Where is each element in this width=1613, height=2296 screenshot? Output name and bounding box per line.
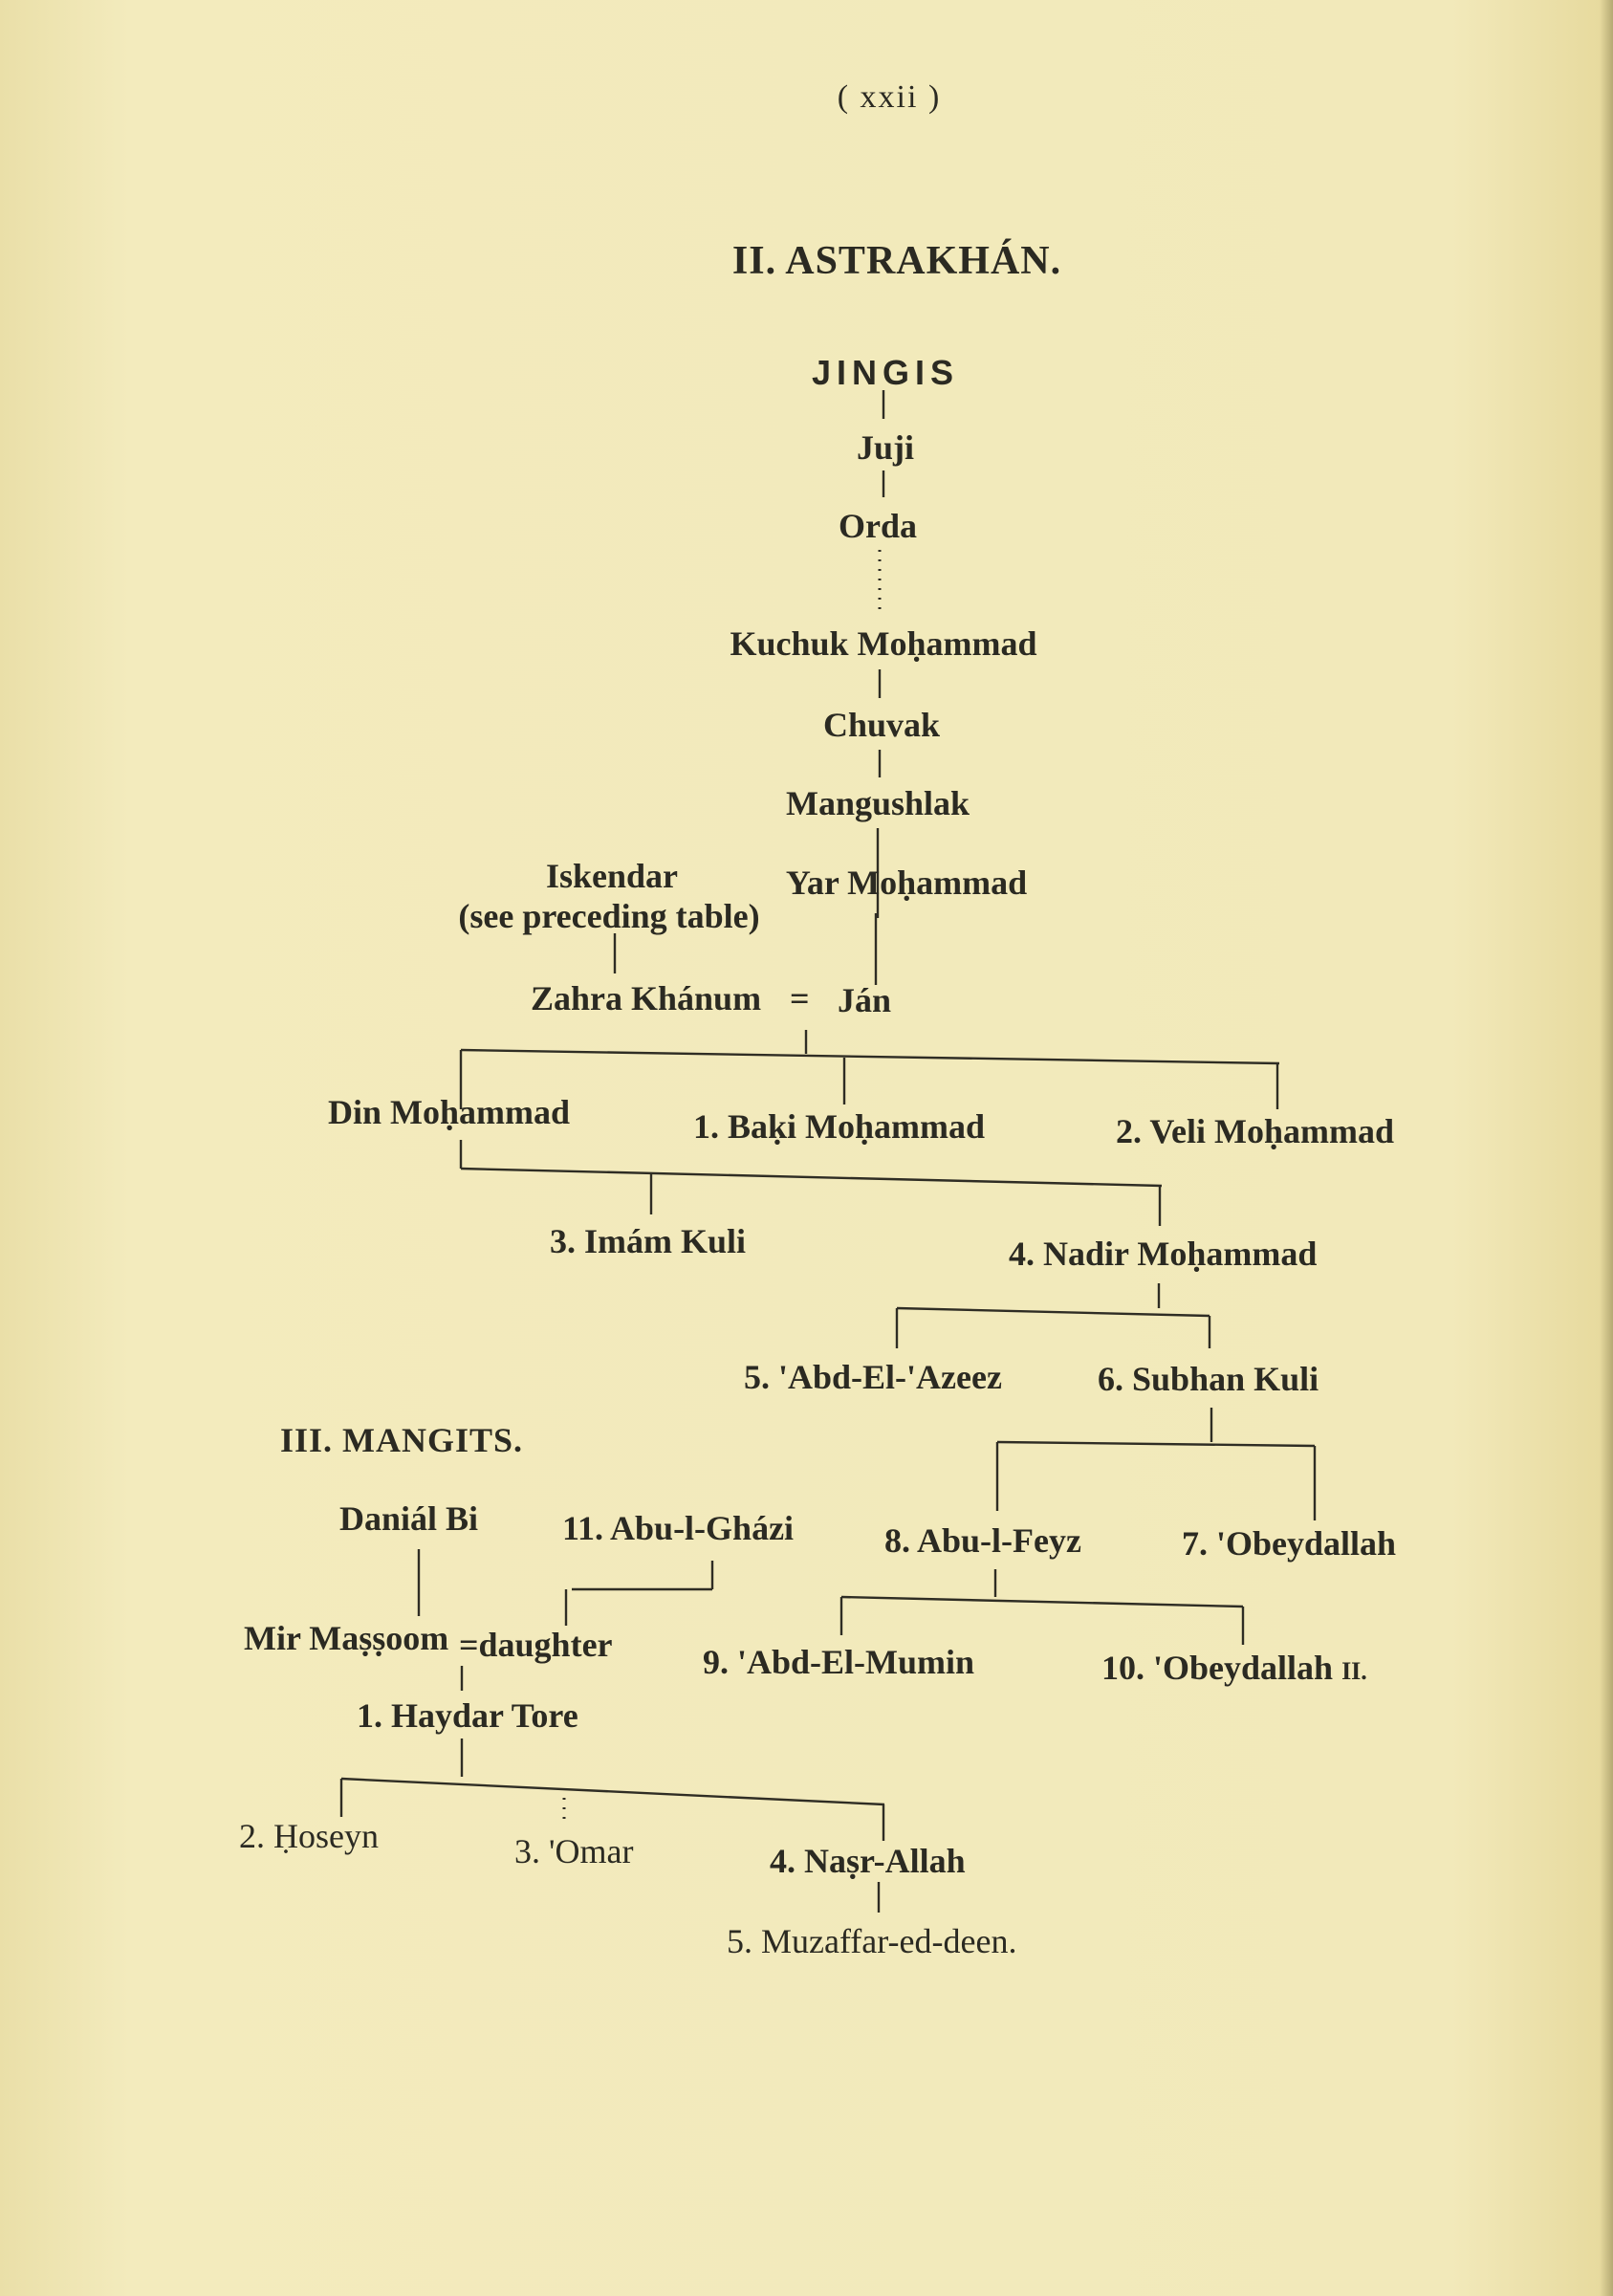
- name-jan: Ján: [838, 981, 892, 1019]
- name-jingis: JINGIS: [811, 353, 960, 392]
- name-mangushlak: Mangushlak: [785, 784, 970, 822]
- name-obeydallah-ii: [1101, 1651, 1367, 1685]
- section-title-mangits: III. MANGITS.: [280, 1421, 524, 1459]
- name-subhan-kuli: 6. Subhan Kuli: [1098, 1360, 1319, 1398]
- page-edge-shadow: [1600, 0, 1613, 2296]
- marriage-equals-sign: =: [790, 979, 810, 1017]
- name-nadir-mohammad: 4. Nadir Moḥammad: [1009, 1235, 1318, 1273]
- name-omar: 3. 'Omar: [514, 1832, 634, 1870]
- name-zahra-khanum: Zahra Khánum: [531, 979, 762, 1017]
- name-veli-mohammad: 2. Veli Moḥammad: [1116, 1112, 1395, 1150]
- iskendar-note: (see preceding table): [458, 897, 760, 935]
- name-obeydallah-ii-text: 10. 'Obeydallah: [1101, 1649, 1334, 1687]
- name-obeydallah: 7. 'Obeydallah: [1182, 1524, 1397, 1563]
- regnal-numeral: II.: [1341, 1657, 1367, 1685]
- name-hoseyn: 2. Ḥoseyn: [239, 1817, 379, 1855]
- name-danial-bi: Daniál Bi: [339, 1499, 479, 1538]
- name-kuchuk-mohammad: Kuchuk Moḥammad: [730, 624, 1037, 663]
- name-baki-mohammad: 1. Baḳi Moḥammad: [693, 1107, 986, 1146]
- name-mir-massoom: Mir Maṣṣoom: [244, 1619, 449, 1657]
- name-orda: Orda: [838, 507, 918, 545]
- name-chuvak: Chuvak: [822, 706, 941, 744]
- section-title-astrakhan: II. ASTRAKHÁN.: [731, 239, 1062, 283]
- name-yar-mohammad: Yar Moḥammad: [785, 864, 1028, 902]
- name-muzaffar-ed-deen: 5. Muzaffar-ed-deen.: [727, 1922, 1017, 1960]
- name-din-mohammad: Din Moḥammad: [328, 1093, 571, 1131]
- name-haydar-tore: 1. Haydar Tore: [357, 1696, 578, 1735]
- name-abu-l-feyz: 8. Abu-l-Feyz: [884, 1521, 1081, 1560]
- name-juji: Juji: [856, 428, 915, 467]
- page-number: ( xxii ): [837, 79, 942, 115]
- name-iskendar: Iskendar: [545, 857, 679, 895]
- name-nasr-allah: 4. Naṣr-Allah: [770, 1842, 966, 1880]
- name-abd-el-azeez: 5. 'Abd-El-'Azeez: [744, 1358, 1002, 1396]
- name-imam-kuli: 3. Imám Kuli: [550, 1222, 747, 1260]
- name-abu-l-ghazi: 11. Abu-l-Gházi: [562, 1509, 795, 1547]
- name-abd-el-mumin: 9. 'Abd-El-Mumin: [703, 1643, 975, 1681]
- name-daughter: =daughter: [459, 1626, 613, 1664]
